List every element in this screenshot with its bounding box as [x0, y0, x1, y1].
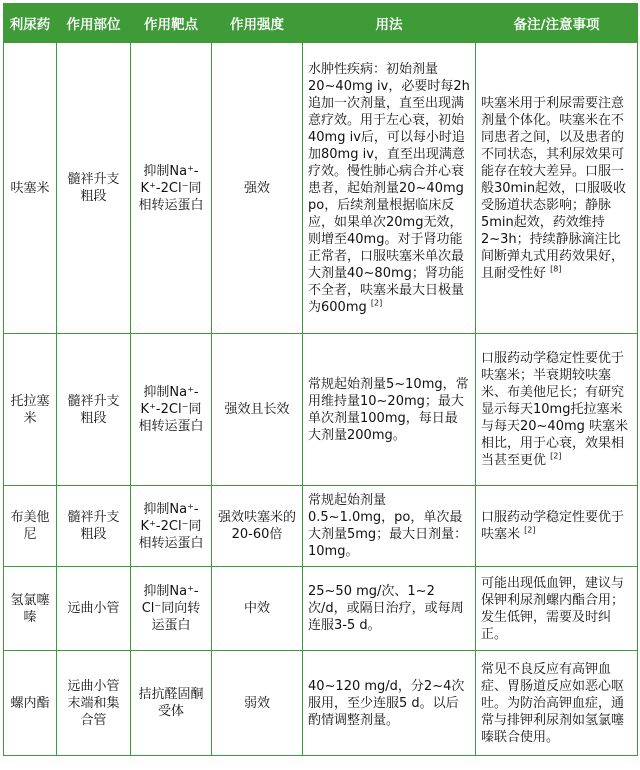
usage-cell: [303, 43, 476, 334]
action-strength: 强效且长效: [212, 334, 303, 486]
notes-cell: [476, 651, 638, 756]
diuretics-table: [3, 3, 638, 756]
notes-text: 口服药动学稳定性要优于呋塞米；半衰期较呋塞米、布美他尼长；有研究显示每天10mg托拉塞米与每天20~40mg 呋塞米相比，用于心衰，效果相当甚至更优: [481, 351, 629, 468]
table-row: [4, 567, 638, 651]
drug-name: 托拉塞米: [4, 334, 57, 486]
header-strength: 作用强度: [212, 4, 303, 43]
table-row: [4, 486, 638, 567]
action-site: 髓袢升支粗段: [57, 334, 131, 486]
notes-cell: [476, 334, 638, 486]
notes-cell: [476, 43, 638, 334]
notes-cell: [476, 486, 638, 567]
action-strength: 强效呋塞米的20-60倍: [212, 486, 303, 567]
action-target: 抑制Na⁺-K⁺-2Cl⁻同相转运蛋白: [131, 486, 212, 567]
action-site: 远曲小管末端和集合管: [57, 651, 131, 756]
drug-name: 布美他尼: [4, 486, 57, 567]
action-target: 抑制Na⁺-Cl⁻同向转运蛋白: [131, 567, 212, 651]
action-target: 抑制Na⁺-K⁺-2Cl⁻同相转运蛋白: [131, 43, 212, 334]
table-row: [4, 43, 638, 334]
action-target: 拮抗醛固酮受体: [131, 651, 212, 756]
notes-ref: [2]: [550, 451, 562, 461]
notes-text: 呋塞米用于利尿需要注意剂量个体化。呋塞米在不同患者之间，以及患者的不同状态，其利尿效果可能存在较大差异。口服一般30min起效，口服吸收受肠道状态影响；静脉5min起效，药效维持2~3h；持续静脉滴注比间断弹丸式用药效果好，且耐受性好: [481, 95, 627, 281]
usage-text: 25~50 mg/次、1~2次/d，或隔日治疗，或每周连服3-5 d。: [308, 584, 464, 633]
header-notes: 备注/注意事项: [476, 4, 638, 43]
usage-text: 水肿性疾病：初始剂量20~40mg iv，必要时每2h追加一次剂量，直至出现满意疗效。用于左心衰，初始40mg iv后，可以每小时追加80mg iv，直至出现满意疗效。慢性肺心病合并心衰患者，起始剂量20~40mg po，后续剂量根据临床反应，如果单次20mg无效，则增至40mg。对于肾功能正常者，口服呋塞米单次最大剂量40~80mg；肾功能不全者，呋塞米最大日极量为600mg: [308, 61, 470, 315]
usage-cell: [303, 567, 476, 651]
header-row: [4, 4, 638, 43]
usage-cell: [303, 486, 476, 567]
notes-text: 可能出现低血钾，建议与保钾利尿剂螺内酯合用；发生低钾，需要及时纠正。: [481, 575, 625, 642]
usage-text: 常规起始剂量5~10mg，常用维持量10~20mg；最大单次剂量100mg，每日最大剂量200mg。: [308, 376, 469, 443]
action-strength: 中效: [212, 567, 303, 651]
header-site: 作用部位: [57, 4, 131, 43]
usage-text: 常规起始剂量0.5~1.0mg，po，单次最大剂量5mg；最大日剂量：10mg。: [308, 493, 468, 559]
table-row: [4, 334, 638, 486]
notes-cell: [476, 567, 638, 651]
drug-name: 氢氯噻嗪: [4, 567, 57, 651]
action-target: 抑制Na⁺-K⁺-2Cl⁻同相转运蛋白: [131, 334, 212, 486]
drug-name: 呋塞米: [4, 43, 57, 334]
usage-cell: [303, 334, 476, 486]
action-site: 髓袢升支粗段: [57, 486, 131, 567]
notes-text: 常见不良反应有高钾血症、胃肠道反应如恶心呕吐。为防治高钾血症，通常与排钾利尿剂如氢氯噻嗪联合使用。: [481, 661, 625, 745]
usage-cell: [303, 651, 476, 756]
usage-text: 40~120 mg/d，分2~4次服用，至少连服5 d。以后酌情调整剂量。: [308, 678, 465, 728]
notes-text: 口服药动学稳定性要优于呋塞米: [481, 510, 625, 542]
header-target: 作用靶点: [131, 4, 212, 43]
header-usage: 用法: [303, 4, 476, 43]
action-site: 远曲小管: [57, 567, 131, 651]
drug-name: 螺内酯: [4, 651, 57, 756]
header-drug: 利尿药: [4, 4, 57, 43]
action-strength: 强效: [212, 43, 303, 334]
usage-ref: [2]: [370, 298, 383, 308]
action-strength: 弱效: [212, 651, 303, 756]
notes-ref: [2]: [524, 525, 536, 535]
diuretics-table-container: [3, 3, 638, 756]
notes-ref: [8]: [550, 264, 562, 274]
action-site: 髓袢升支粗段: [57, 43, 131, 334]
table-row: [4, 651, 638, 756]
